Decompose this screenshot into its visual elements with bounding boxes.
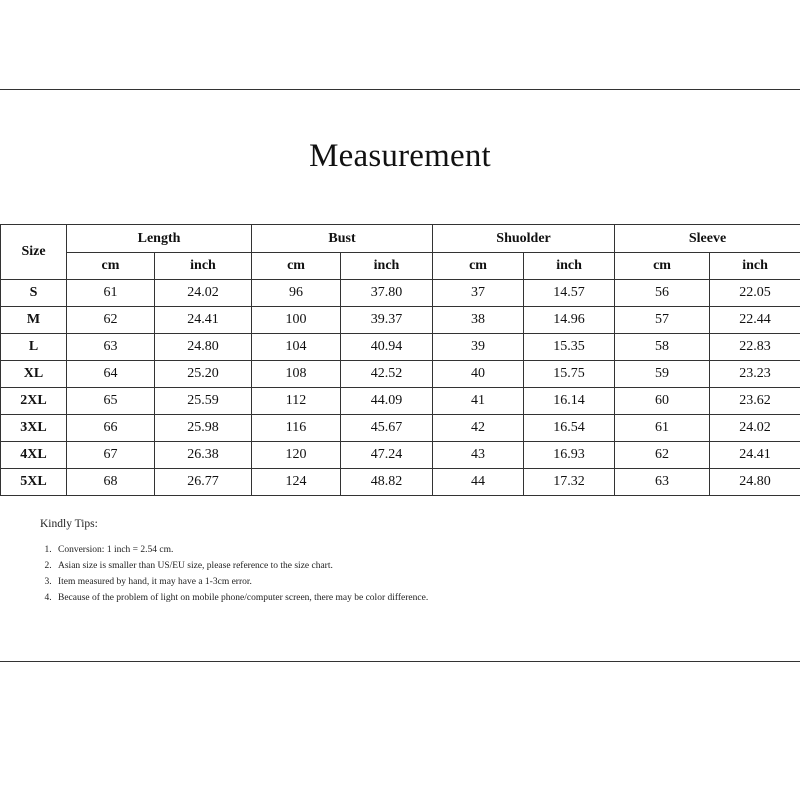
size-cell: XL [1, 361, 67, 388]
table-row [1, 334, 800, 361]
measurement-cell: 41 [433, 388, 524, 415]
table-row [1, 388, 800, 415]
measurement-cell: 67 [67, 442, 155, 469]
measurement-cell: 42.52 [341, 361, 433, 388]
measurement-cell: 14.57 [524, 280, 615, 307]
page-title: Measurement [309, 138, 491, 174]
measurement-cell: 25.98 [155, 415, 252, 442]
size-cell: L [1, 334, 67, 361]
tips-heading: Kindly Tips: [40, 518, 98, 530]
measurement-cell: 58 [615, 334, 710, 361]
measurement-cell: 39.37 [341, 307, 433, 334]
table-row [1, 469, 800, 496]
measurement-cell: 57 [615, 307, 710, 334]
measurement-cell: 23.23 [710, 361, 800, 388]
measurement-cell: 16.54 [524, 415, 615, 442]
measurement-cell: 61 [615, 415, 710, 442]
measurement-cell: 26.77 [155, 469, 252, 496]
measurement-cell: 22.83 [710, 334, 800, 361]
bottom-rule [0, 661, 800, 662]
measurement-cell: 112 [252, 388, 341, 415]
measurement-cell: 37 [433, 280, 524, 307]
measurement-cell: 24.41 [155, 307, 252, 334]
size-cell: M [1, 307, 67, 334]
measurement-cell: 44 [433, 469, 524, 496]
measurement-cell: 47.24 [341, 442, 433, 469]
measurement-cell: 120 [252, 442, 341, 469]
measurement-cell: 16.93 [524, 442, 615, 469]
table-row [1, 442, 800, 469]
measurement-cell: 25.20 [155, 361, 252, 388]
measurement-cell: 22.44 [710, 307, 800, 334]
measurement-cell: 17.32 [524, 469, 615, 496]
measurement-cell: 25.59 [155, 388, 252, 415]
table-row [1, 361, 800, 388]
measurement-cell: 60 [615, 388, 710, 415]
measurement-cell: 44.09 [341, 388, 433, 415]
tip-item: 4. Because of the problem of light on mobile phone/computer screen, there may be color difference. [54, 590, 460, 606]
measurement-cell: 42 [433, 415, 524, 442]
measurement-cell: 62 [67, 307, 155, 334]
top-rule [0, 89, 800, 90]
tip-item: 3. Item measured by hand, it may have a 1-3cm error. [54, 574, 460, 590]
measurement-cell: 24.80 [155, 334, 252, 361]
measurement-cell: 24.02 [155, 280, 252, 307]
measurement-cell: 43 [433, 442, 524, 469]
measurement-cell: 65 [67, 388, 155, 415]
measurement-cell: 38 [433, 307, 524, 334]
measurement-cell: 116 [252, 415, 341, 442]
measurement-cell: 24.80 [710, 469, 800, 496]
measurement-cell: 14.96 [524, 307, 615, 334]
size-cell: 5XL [1, 469, 67, 496]
measurement-cell: 23.62 [710, 388, 800, 415]
measurement-cell: 96 [252, 280, 341, 307]
table-row [1, 415, 800, 442]
measurement-cell: 45.67 [341, 415, 433, 442]
unit-inch-header: inch [524, 253, 615, 280]
tip-item: 2. Asian size is smaller than US/EU size, please reference to the size chart. [54, 558, 460, 574]
table-row [1, 280, 800, 307]
table-row [1, 307, 800, 334]
unit-cm-header: cm [67, 253, 155, 280]
table-body [1, 280, 800, 496]
size-cell: 4XL [1, 442, 67, 469]
measurement-cell: 24.41 [710, 442, 800, 469]
measurement-cell: 40 [433, 361, 524, 388]
size-cell: 3XL [1, 415, 67, 442]
kindly-tips [40, 518, 460, 606]
header-unit-row [1, 253, 800, 280]
measurement-cell: 16.14 [524, 388, 615, 415]
unit-inch-header: inch [341, 253, 433, 280]
group-header-bust: Bust [252, 225, 433, 253]
unit-cm-header: cm [433, 253, 524, 280]
measurement-cell: 24.02 [710, 415, 800, 442]
size-chart-table [0, 224, 800, 496]
measurement-cell: 61 [67, 280, 155, 307]
measurement-cell: 124 [252, 469, 341, 496]
measurement-cell: 40.94 [341, 334, 433, 361]
measurement-cell: 100 [252, 307, 341, 334]
measurement-cell: 15.35 [524, 334, 615, 361]
unit-cm-header: cm [615, 253, 710, 280]
measurement-cell: 63 [615, 469, 710, 496]
measurement-cell: 37.80 [341, 280, 433, 307]
tips-list [40, 542, 460, 606]
group-header-sleeve: Sleeve [615, 225, 800, 253]
unit-inch-header: inch [155, 253, 252, 280]
measurement-cell: 64 [67, 361, 155, 388]
size-header: Size [1, 225, 67, 280]
header-group-row [1, 225, 800, 253]
measurement-cell: 108 [252, 361, 341, 388]
measurement-cell: 66 [67, 415, 155, 442]
group-header-shoulder: Shuolder [433, 225, 615, 253]
measurement-cell: 68 [67, 469, 155, 496]
measurement-cell: 15.75 [524, 361, 615, 388]
measurement-cell: 59 [615, 361, 710, 388]
measurement-cell: 39 [433, 334, 524, 361]
tip-item: 1. Conversion: 1 inch = 2.54 cm. [54, 542, 460, 558]
measurement-cell: 48.82 [341, 469, 433, 496]
unit-inch-header: inch [710, 253, 800, 280]
measurement-cell: 22.05 [710, 280, 800, 307]
unit-cm-header: cm [252, 253, 341, 280]
group-header-length: Length [67, 225, 252, 253]
measurement-cell: 56 [615, 280, 710, 307]
size-cell: 2XL [1, 388, 67, 415]
measurement-cell: 62 [615, 442, 710, 469]
measurement-cell: 26.38 [155, 442, 252, 469]
size-cell: S [1, 280, 67, 307]
measurement-cell: 63 [67, 334, 155, 361]
measurement-cell: 104 [252, 334, 341, 361]
